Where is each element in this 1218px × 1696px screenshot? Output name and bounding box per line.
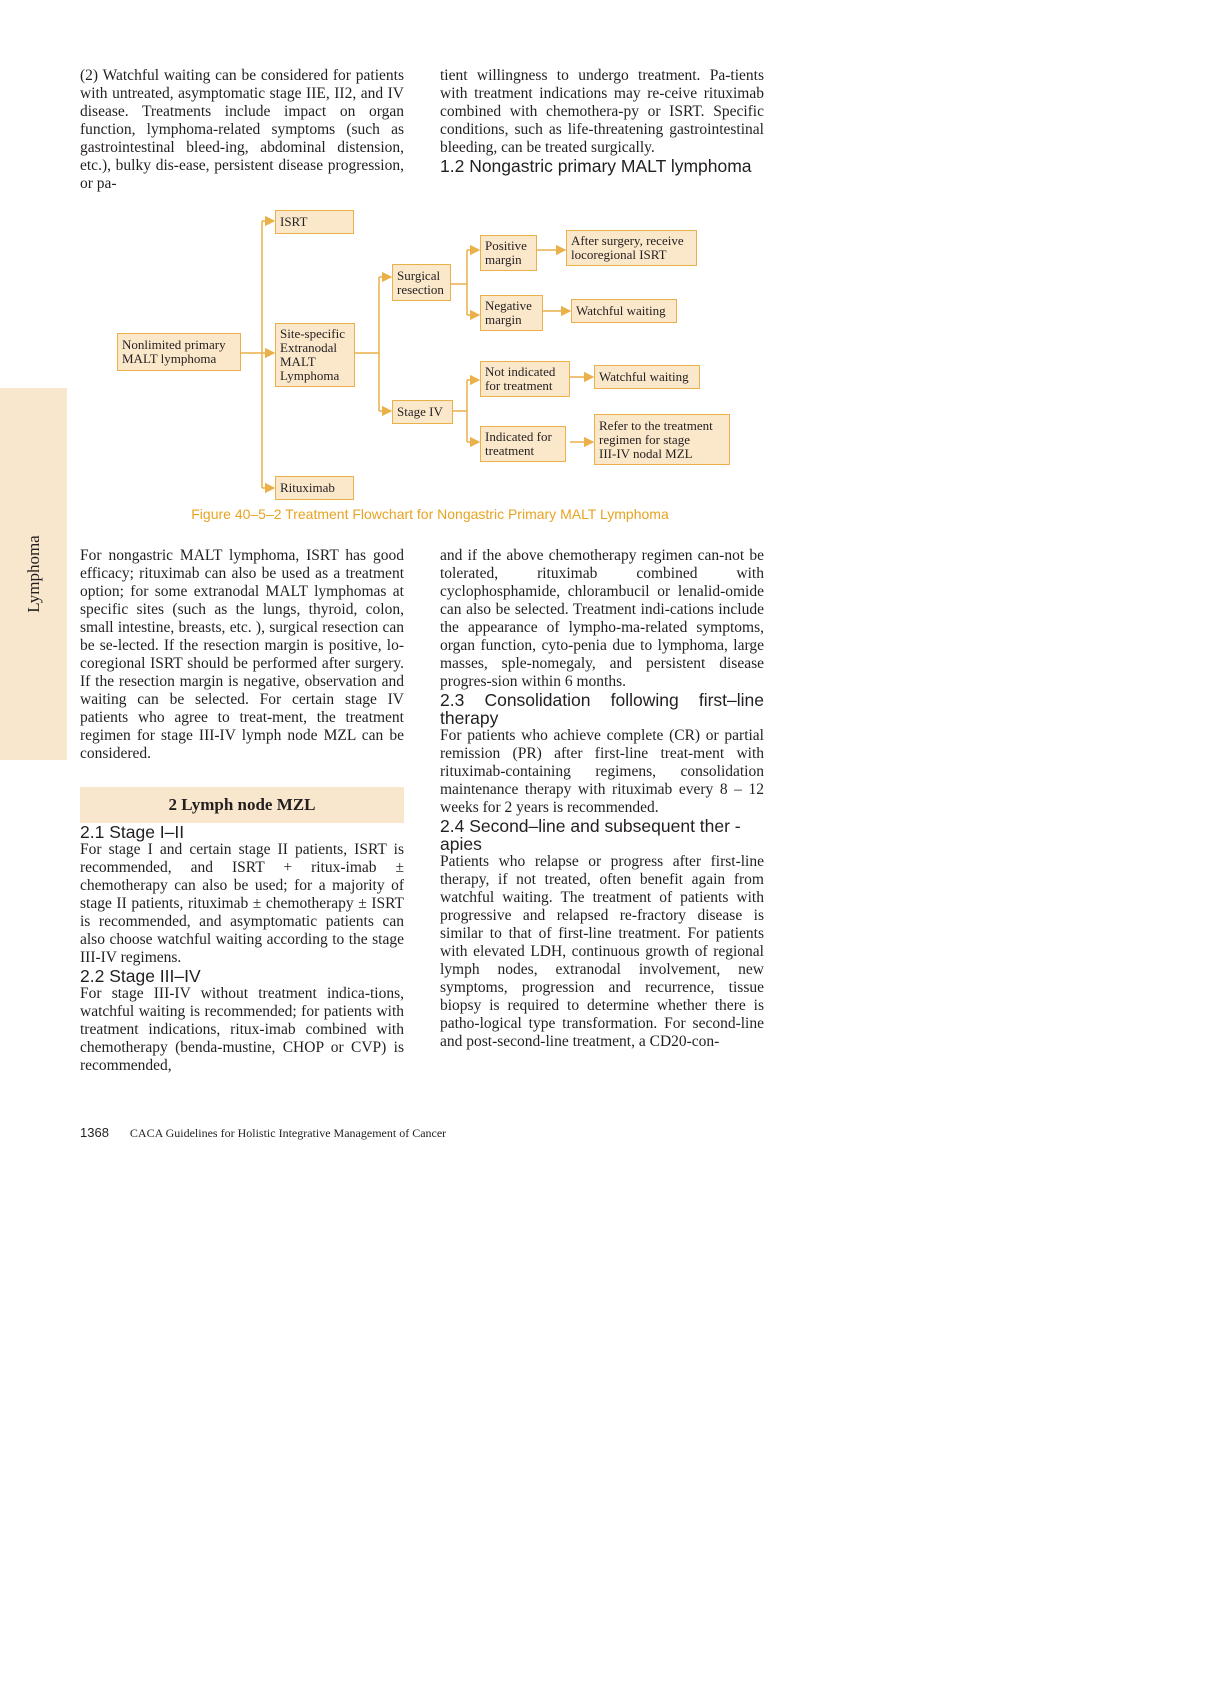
flow-node-root: Nonlimited primary MALT lymphoma bbox=[117, 333, 241, 371]
flow-node-negative-margin: Negative margin bbox=[480, 295, 543, 331]
top-left-column bbox=[80, 67, 404, 193]
page-footer bbox=[80, 1125, 446, 1141]
heading-2-2: 2.2 Stage III–IV bbox=[80, 966, 201, 986]
chapter-side-tab-label: Lymphoma bbox=[23, 535, 43, 613]
heading-1-2: 1.2 Nongastric primary MALT lymphoma bbox=[440, 156, 752, 176]
chapter-side-tab bbox=[0, 388, 67, 760]
top-right-column bbox=[440, 67, 764, 175]
figure-caption: Figure 40–5–2 Treatment Flowchart for Nongastric Primary MALT Lymphoma bbox=[191, 506, 669, 522]
flow-node-stage-iv: Stage IV bbox=[392, 400, 453, 424]
heading-2-4: 2.4 Second–line and subsequent ther - apies bbox=[440, 816, 741, 854]
nongastric-malt-paragraph: For nongastric MALT lymphoma, ISRT has good efficacy; rituximab can also be used as a treatment option; for some extranodal MALT lymphomas at specific sites (such as the lungs, thyroid, colon, small intestine, breasts, etc. ), surgical resection can be se-lected. If the resection margin is positive, lo-coregional ISRT should be performed after surgery. If the resection margin is negative, observation and waiting can be selected. For certain stage IV patients who agree to treat-ment, the treatment regimen for stage III-IV lymph node MZL can be considered. bbox=[80, 547, 404, 762]
flow-node-not-indicated: Not indicated for treatment bbox=[480, 361, 570, 397]
flow-node-positive-margin: Positive margin bbox=[480, 235, 537, 271]
flow-node-watchful-waiting-2: Watchful waiting bbox=[594, 365, 700, 389]
consolidation-paragraph: For patients who achieve complete (CR) or partial remission (PR) after first-line treat-ment with rituximab-containing regimens, consolidation maintenance therapy with rituximab every 8 – 12 weeks for 2 years is recommended. bbox=[440, 727, 764, 816]
flow-node-rituximab: Rituximab bbox=[275, 476, 354, 500]
section-banner-lymph-node-mzl: 2 Lymph node MZL bbox=[80, 787, 404, 823]
stage-i-ii-paragraph: For stage I and certain stage II patients, ISRT is recommended, and ISRT + ritux-imab ± chemotherapy can also be used; for a majority of stage II patients, rituximab ± chemotherapy ± ISRT is recommended, and asymptomatic patients can also choose watchful waiting according to the stage III-IV regimens. bbox=[80, 841, 404, 966]
heading-2-1: 2.1 Stage I–II bbox=[80, 822, 185, 842]
flow-node-after-surgery: After surgery, receive locoregional ISRT bbox=[566, 230, 697, 266]
flow-node-isrt: ISRT bbox=[275, 210, 354, 234]
stage-iii-iv-continuation-paragraph: and if the above chemotherapy regimen can-not be tolerated, rituximab combined with cyclophosphamide, chlorambucil or lenalid-omide can also be selected. Treatment indi-cations include the appearance of lympho-ma-related symptoms, organ function, cyto-penia due to lymphoma, large masses, sple-nomegaly, and persistent disease progres-sion within 6 months. bbox=[440, 547, 764, 690]
running-title: CACA Guidelines for Holistic Integrative Management of Cancer bbox=[129, 1126, 447, 1140]
flow-node-surgical-resection: Surgical resection bbox=[392, 264, 451, 301]
stage-iii-iv-paragraph: For stage III-IV without treatment indica-tions, watchful waiting is recommended; for patients with treatment indications, ritux-imab combined with chemotherapy (benda-mustine, CHOP or CVP) is recommended, bbox=[80, 985, 404, 1074]
heading-2-3: 2.3 Consolidation following first–line therapy bbox=[440, 690, 764, 728]
page-number: 1368 bbox=[80, 1125, 109, 1140]
bottom-left-column bbox=[80, 547, 404, 1075]
watchful-waiting-paragraph: (2) Watchful waiting can be considered for patients with untreated, asymptomatic stage IIE, II2, and IV disease. Treatments include impact on organ function, lymphoma-related symptoms (such as gastrointestinal bleed-ing, abdominal distension, etc.), bulky dis-ease, persistent disease progression, or pa- bbox=[80, 67, 404, 192]
flow-node-site-specific: Site-specific Extranodal MALT Lymphoma bbox=[275, 323, 355, 387]
flow-node-refer-regimen: Refer to the treatment regimen for stage III-IV nodal MZL bbox=[594, 414, 730, 465]
flow-node-indicated: Indicated for treatment bbox=[480, 426, 566, 462]
treatment-continuation-paragraph: tient willingness to undergo treatment. Pa-tients with treatment indications may re-ceive rituximab combined with chemothera-py or ISRT. Specific conditions, such as life-threatening gastrointestinal bleeding, can be treated surgically. bbox=[440, 67, 764, 156]
second-line-paragraph: Patients who relapse or progress after first-line therapy, if not treated, often benefit again from watchful waiting. The treatment of patients with progressive and relapsed re-fractory disease is similar to that of first-line treatment. For patients with elevated LDH, continuous growth of regional lymph nodes, extranodal involvement, new symptoms, progression and recurrence, tissue biopsy is required to determine whether there is patho-logical type transformation. For second-line and post-second-line treatment, a CD20-con- bbox=[440, 853, 764, 1050]
flow-node-watchful-waiting-1: Watchful waiting bbox=[571, 299, 677, 323]
bottom-right-column bbox=[440, 547, 764, 1051]
